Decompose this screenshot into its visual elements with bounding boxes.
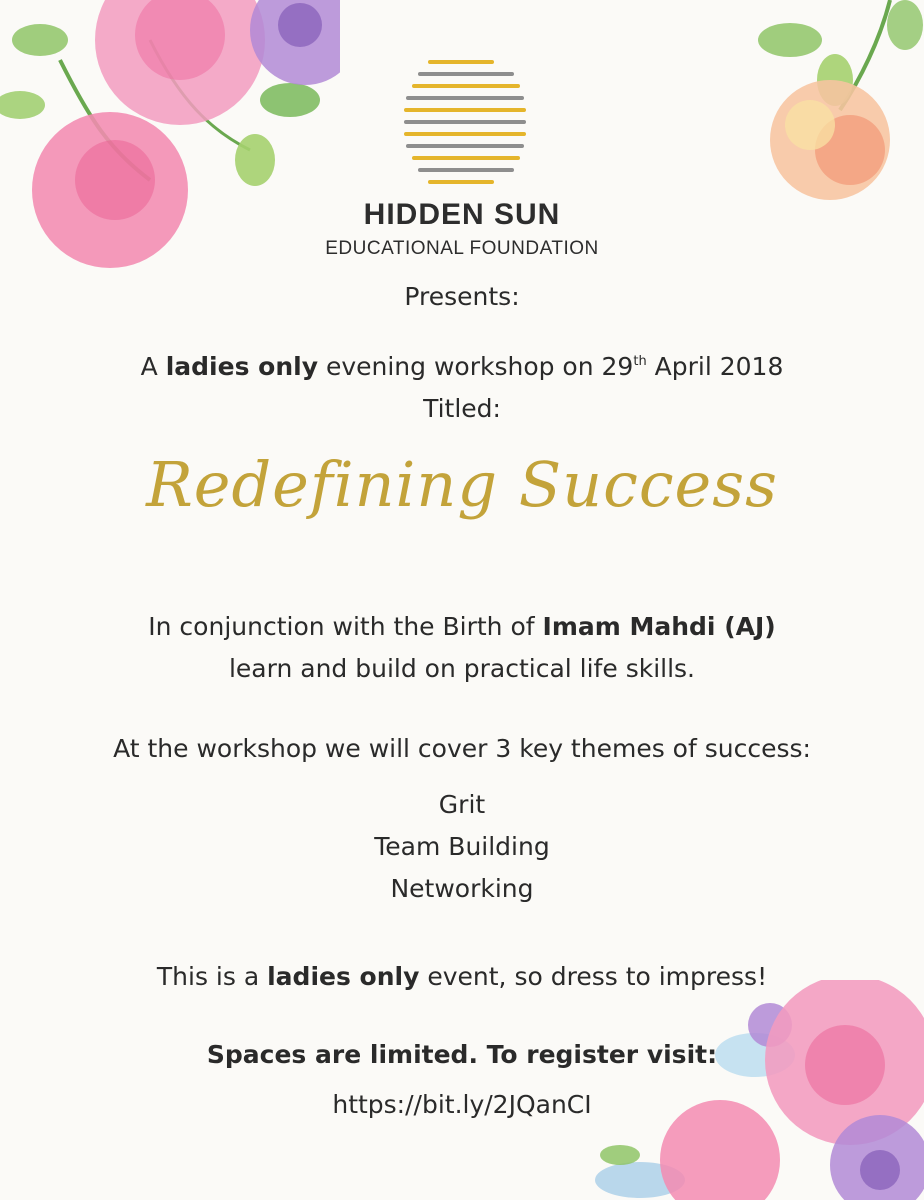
workshop-title: Redefining Success <box>146 448 778 521</box>
organization-name: HIDDEN SUN <box>363 198 561 231</box>
conjunction-line-1 <box>0 612 924 641</box>
theme-item: Team Building <box>374 832 550 861</box>
dress-suffix: event, so dress to impress! <box>419 962 768 991</box>
hidden-sun-logo <box>400 52 530 192</box>
theme-item: Grit <box>438 790 486 819</box>
flowers-top-right-decoration <box>740 0 924 210</box>
intro-emphasis: ladies only <box>165 352 318 381</box>
conjunction-emphasis: Imam Mahdi (AJ) <box>542 612 776 641</box>
themes-heading: At the workshop we will cover 3 key themes of success: <box>113 734 811 763</box>
intro-date-rest: April 2018 <box>646 352 784 381</box>
intro-line <box>0 352 924 381</box>
titled-label: Titled: <box>423 394 501 423</box>
registration-notice: Spaces are limited. To register visit: <box>206 1040 718 1069</box>
intro-middle: evening workshop on 29 <box>318 352 634 381</box>
dress-code-line <box>0 962 924 991</box>
date-suffix: th <box>633 354 647 369</box>
intro-prefix: A <box>140 352 166 381</box>
organization-subtitle: EDUCATIONAL FOUNDATION <box>325 238 599 259</box>
registration-link[interactable]: https://bit.ly/2JQanCI <box>332 1090 592 1119</box>
dress-prefix: This is a <box>156 962 268 991</box>
conjunction-line-2: learn and build on practical life skills. <box>228 654 695 683</box>
conjunction-prefix: In conjunction with the Birth of <box>148 612 543 641</box>
theme-item: Networking <box>390 874 534 903</box>
presents-label: Presents: <box>404 282 520 311</box>
dress-emphasis: ladies only <box>267 962 420 991</box>
